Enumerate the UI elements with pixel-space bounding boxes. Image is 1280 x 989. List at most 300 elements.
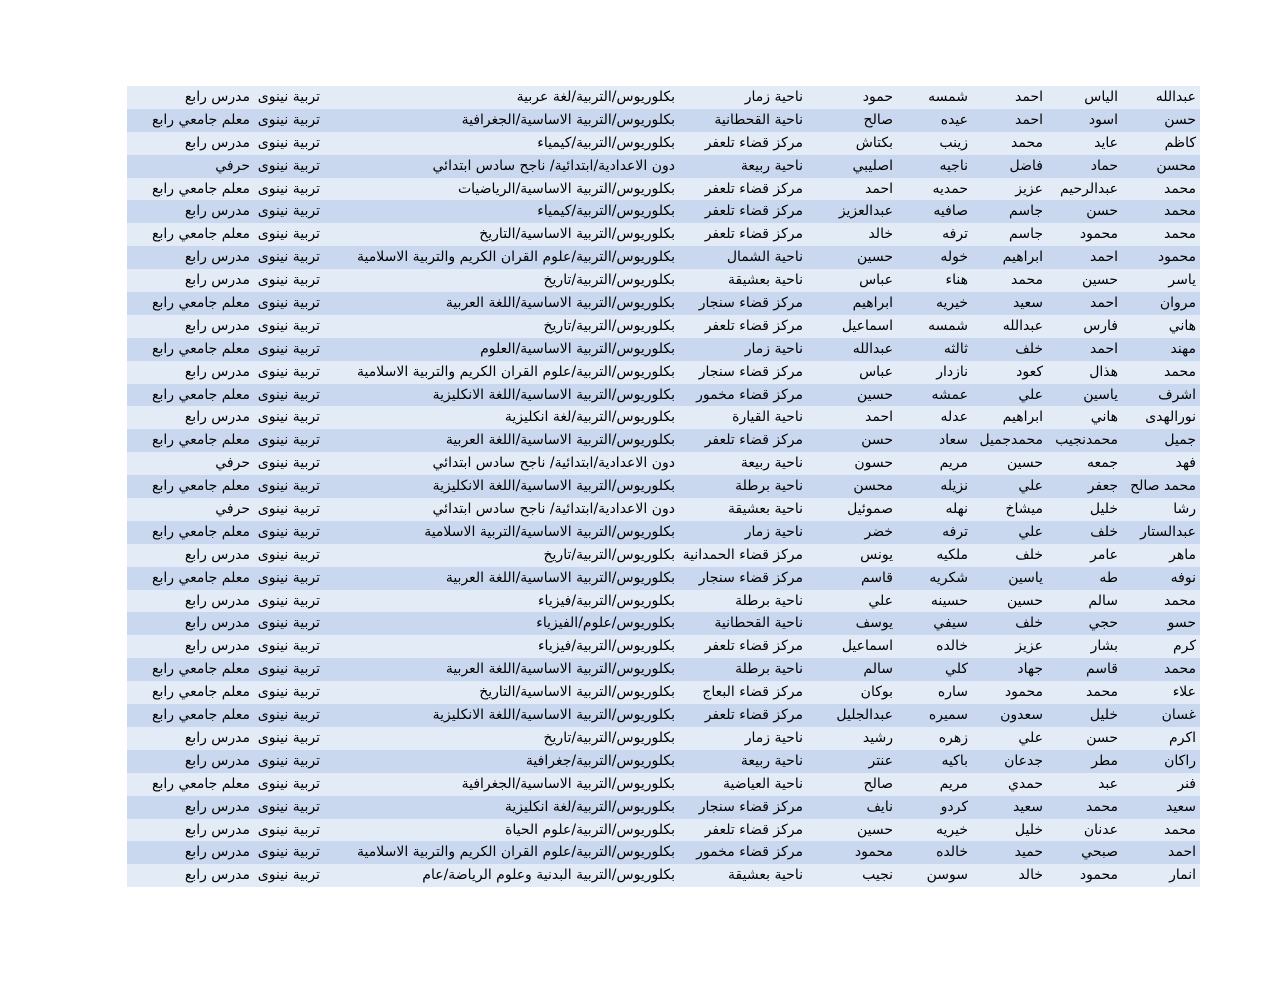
grandfather-name-cell: ياسين (1008, 569, 1043, 586)
mother-name-cell: خيريه (935, 821, 968, 838)
first-name-cell: عبدالستار (1140, 523, 1196, 540)
qualification-cell: بكلوريوس/التربية/لغة انكليزية (504, 798, 675, 815)
location-cell: ناحية برطلة (735, 478, 803, 495)
table-row (127, 612, 1200, 635)
first-name-cell: كرم (1172, 638, 1196, 655)
table-row (127, 452, 1200, 475)
location-cell: مركز قضاء سنجار (698, 798, 803, 815)
table-row (127, 292, 1200, 315)
qualification-cell: بكلوريوس/التربية/تاريخ (543, 272, 675, 289)
location-cell: ناحية زمار (744, 340, 803, 357)
job-title-cell: مدرس رابع (184, 134, 250, 151)
father-name-cell: عدنان (1083, 821, 1118, 838)
mother-name-cell: زينب (939, 134, 968, 151)
location-cell: ناحية ربيعة (740, 455, 803, 472)
surname-cell: خالد (868, 226, 893, 243)
table-row (127, 704, 1200, 727)
first-name-cell: انمار (1169, 867, 1196, 884)
first-name-cell: نوفه (1170, 569, 1196, 586)
grandfather-name-cell: علي (1018, 729, 1043, 746)
directorate-cell: تربية نينوى (257, 386, 320, 403)
father-name-cell: حماد (1090, 157, 1118, 174)
father-name-cell: احمد (1090, 295, 1118, 312)
mother-name-cell: عيده (940, 111, 968, 128)
qualification-cell: بكلوريوس/التربية الاساسية/اللغة الانكليزية (432, 478, 675, 495)
qualification-cell: بكلوريوس/التربية/علوم القران الكريم والتربية الاسلامية (357, 249, 675, 266)
first-name-cell: ماهر (1169, 546, 1196, 563)
directorate-cell: تربية نينوى (257, 272, 320, 289)
job-title-cell: مدرس رابع (184, 203, 250, 220)
first-name-cell: رشا (1173, 501, 1196, 518)
location-cell: ناحية الشمال (726, 249, 803, 266)
mother-name-cell: ساره (937, 684, 968, 701)
qualification-cell: بكلوريوس/التربية/فيزياء (537, 592, 675, 609)
table-row (127, 406, 1200, 429)
first-name-cell: محمد (1164, 363, 1196, 380)
mother-name-cell: ثالثه (943, 340, 968, 357)
directorate-cell: تربية نينوى (257, 157, 320, 174)
directorate-cell: تربية نينوى (257, 523, 320, 540)
directorate-cell: تربية نينوى (257, 203, 320, 220)
directorate-cell: تربية نينوى (257, 798, 320, 815)
qualification-cell: بكلوريوس/التربية/كيمياء (537, 203, 675, 220)
surname-cell: بوكان (860, 684, 893, 701)
mother-name-cell: سعاد (939, 432, 968, 449)
location-cell: مركز قضاء سنجار (698, 295, 803, 312)
table-row (127, 681, 1200, 704)
mother-name-cell: حمديه (932, 180, 968, 197)
qualification-cell: بكلوريوس/التربية/علوم الحياة (505, 821, 675, 838)
qualification-cell: بكلوريوس/التربية/تاريخ (543, 729, 675, 746)
grandfather-name-cell: جهاد (1017, 661, 1043, 678)
directorate-cell: تربية نينوى (257, 180, 320, 197)
directorate-cell: تربية نينوى (257, 569, 320, 586)
directorate-cell: تربية نينوى (257, 89, 320, 105)
directorate-cell: تربية نينوى (257, 592, 320, 609)
table-row (127, 796, 1200, 819)
job-title-cell: معلم جامعي رابع (152, 478, 250, 495)
mother-name-cell: عمشه (931, 386, 968, 403)
location-cell: ناحية القحطانية (714, 111, 803, 128)
surname-cell: حسين (856, 386, 893, 403)
job-title-cell: معلم جامعي رابع (152, 226, 250, 243)
grandfather-name-cell: عزيز (1015, 180, 1043, 197)
surname-cell: صالح (863, 111, 893, 128)
location-cell: مركز قضاء مخمور (696, 386, 803, 403)
qualification-cell: دون الاعدادية/ابتدائية/ ناجح سادس ابتدائي (432, 501, 675, 518)
qualification-cell: بكلوريوس/التربية البدنية وعلوم الرياضة/عام (422, 867, 675, 884)
directorate-cell: تربية نينوى (257, 249, 320, 266)
job-title-cell: مدرس رابع (184, 821, 250, 838)
directorate-cell: تربية نينوى (257, 134, 320, 151)
location-cell: مركز قضاء تلعفر (704, 203, 803, 220)
father-name-cell: هذال (1089, 363, 1118, 380)
location-cell: مركز قضاء تلعفر (704, 317, 803, 334)
grandfather-name-cell: سعدون (1000, 707, 1043, 724)
surname-cell: حسن (861, 432, 893, 449)
qualification-cell: بكلوريوس/التربية الاساسية/اللغة العربية (445, 432, 675, 449)
mother-name-cell: صافيه (933, 203, 968, 220)
job-title-cell: حرفي (215, 501, 250, 518)
first-name-cell: سعيد (1165, 798, 1196, 815)
table-row (127, 269, 1200, 292)
father-name-cell: حسن (1086, 203, 1118, 220)
first-name-cell: فنر (1177, 775, 1196, 792)
directorate-cell: تربية نينوى (257, 775, 320, 792)
surname-cell: بكتاش (855, 134, 893, 151)
location-cell: ناحية ربيعة (740, 752, 803, 769)
first-name-cell: محمد (1164, 180, 1196, 197)
grandfather-name-cell: علي (1018, 386, 1043, 403)
location-cell: مركز قضاء تلعفر (704, 180, 803, 197)
father-name-cell: محمدنجيب (1055, 432, 1118, 449)
father-name-cell: خلف (1090, 523, 1118, 540)
father-name-cell: سالم (1088, 592, 1118, 609)
location-cell: مركز قضاء تلعفر (704, 226, 803, 243)
qualification-cell: دون الاعدادية/ابتدائية/ ناجح سادس ابتدائي (432, 157, 675, 174)
table-row (127, 590, 1200, 613)
surname-cell: سالم (863, 661, 893, 678)
directorate-cell: تربية نينوى (257, 638, 320, 655)
location-cell: مركز قضاء سنجار (698, 569, 803, 586)
first-name-cell: اكرم (1169, 729, 1196, 746)
grandfather-name-cell: خلف (1015, 546, 1043, 563)
directorate-cell: تربية نينوى (257, 295, 320, 312)
first-name-cell: محمد (1164, 592, 1196, 609)
first-name-cell: عبدالله (1155, 89, 1196, 105)
mother-name-cell: ناجيه (939, 157, 968, 174)
mother-name-cell: كردو (940, 798, 968, 815)
table-row (127, 384, 1200, 407)
employee-table (127, 86, 1200, 887)
location-cell: ناحية ربيعة (740, 157, 803, 174)
father-name-cell: خليل (1089, 707, 1118, 724)
grandfather-name-cell: حسين (1006, 455, 1043, 472)
father-name-cell: محمد (1086, 684, 1118, 701)
first-name-cell: محمد (1164, 661, 1196, 678)
directorate-cell: تربية نينوى (257, 844, 320, 861)
table-row (127, 475, 1200, 498)
location-cell: مركز قضاء الحمدانية (682, 546, 803, 563)
table-row (127, 361, 1200, 384)
grandfather-name-cell: جاسم (1009, 226, 1043, 243)
table-row (127, 727, 1200, 750)
father-name-cell: طه (1099, 569, 1118, 586)
directorate-cell: تربية نينوى (257, 867, 320, 884)
father-name-cell: جعفر (1087, 478, 1118, 495)
grandfather-name-cell: محمد (1011, 272, 1043, 289)
surname-cell: عباس (859, 363, 893, 380)
location-cell: ناحية برطلة (735, 661, 803, 678)
mother-name-cell: باكيه (941, 752, 968, 769)
location-cell: ناحية بعشيقة (728, 272, 803, 289)
qualification-cell: بكلوريوس/التربية الاساسية/اللغة الانكليزية (432, 386, 675, 403)
qualification-cell: بكلوريوس/التربية الاساسية/العلوم (480, 340, 675, 357)
job-title-cell: مدرس رابع (184, 249, 250, 266)
location-cell: ناحية بعشيقة (728, 867, 803, 884)
table-row (127, 773, 1200, 796)
father-name-cell: الياس (1084, 89, 1118, 105)
surname-cell: حسين (856, 249, 893, 266)
mother-name-cell: سوسن (926, 867, 968, 884)
table-row (127, 750, 1200, 773)
father-name-cell: احمد (1090, 340, 1118, 357)
mother-name-cell: ترفه (942, 226, 968, 243)
table-row (127, 429, 1200, 452)
job-title-cell: مدرس رابع (184, 592, 250, 609)
qualification-cell: بكلوريوس/التربية الاساسية/اللغة العربية (445, 295, 675, 312)
father-name-cell: حسين (1081, 272, 1118, 289)
qualification-cell: بكلوريوس/التربية/جغرافية (525, 752, 675, 769)
father-name-cell: صبحي (1081, 844, 1118, 861)
table-row (127, 178, 1200, 201)
first-name-cell: جميل (1164, 432, 1196, 449)
grandfather-name-cell: حسين (1006, 592, 1043, 609)
table-row (127, 109, 1200, 132)
job-title-cell: معلم جامعي رابع (152, 180, 250, 197)
first-name-cell: كاظم (1164, 134, 1196, 151)
location-cell: ناحية القيارة (732, 409, 803, 426)
father-name-cell: حسن (1086, 729, 1118, 746)
father-name-cell: عبد (1098, 775, 1118, 792)
father-name-cell: بشار (1090, 638, 1118, 655)
directorate-cell: تربية نينوى (257, 432, 320, 449)
mother-name-cell: خالده (936, 638, 968, 655)
table-row (127, 86, 1200, 109)
qualification-cell: بكلوريوس/التربية الاساسية/الجغرافية (461, 111, 675, 128)
grandfather-name-cell: خليل (1014, 821, 1043, 838)
job-title-cell: معلم جامعي رابع (152, 432, 250, 449)
qualification-cell: بكلوريوس/التربية/تاريخ (543, 317, 675, 334)
mother-name-cell: شكريه (929, 569, 968, 586)
job-title-cell: مدرس رابع (184, 615, 250, 632)
grandfather-name-cell: حميد (1014, 844, 1043, 861)
directorate-cell: تربية نينوى (257, 455, 320, 472)
directorate-cell: تربية نينوى (257, 684, 320, 701)
directorate-cell: تربية نينوى (257, 752, 320, 769)
mother-name-cell: خيريه (935, 295, 968, 312)
table-row (127, 498, 1200, 521)
surname-cell: قاسم (860, 569, 893, 586)
mother-name-cell: شمسه (928, 89, 968, 105)
grandfather-name-cell: عزيز (1015, 638, 1043, 655)
first-name-cell: هاني (1168, 317, 1196, 334)
grandfather-name-cell: عبدالله (1002, 317, 1043, 334)
first-name-cell: محمد (1164, 226, 1196, 243)
mother-name-cell: حسينه (930, 592, 968, 609)
first-name-cell: غسان (1161, 707, 1196, 724)
first-name-cell: علاء (1172, 684, 1196, 701)
location-cell: مركز قضاء تلعفر (704, 707, 803, 724)
table-row (127, 635, 1200, 658)
job-title-cell: مدرس رابع (184, 89, 250, 105)
table-row (127, 132, 1200, 155)
surname-cell: اسماعيل (841, 317, 893, 334)
first-name-cell: مهند (1170, 340, 1196, 357)
grandfather-name-cell: فاضل (1009, 157, 1043, 174)
table-row (127, 315, 1200, 338)
qualification-cell: بكلوريوس/التربية/علوم القران الكريم والتربية الاسلامية (357, 844, 675, 861)
qualification-cell: بكلوريوس/التربية الاساسية/الرياضيات (457, 180, 675, 197)
directorate-cell: تربية نينوى (257, 478, 320, 495)
job-title-cell: مدرس رابع (184, 867, 250, 884)
father-name-cell: اسود (1088, 111, 1118, 128)
job-title-cell: معلم جامعي رابع (152, 684, 250, 701)
surname-cell: احمد (865, 409, 893, 426)
table-row (127, 841, 1200, 864)
table-row (127, 819, 1200, 842)
table-row (127, 658, 1200, 681)
surname-cell: عنتر (868, 752, 893, 769)
grandfather-name-cell: ابراهيم (1002, 409, 1043, 426)
table-row (127, 223, 1200, 246)
surname-cell: محمود (854, 844, 893, 861)
location-cell: مركز قضاء تلعفر (704, 638, 803, 655)
mother-name-cell: ملكيه (936, 546, 968, 563)
table-row (127, 567, 1200, 590)
grandfather-name-cell: احمد (1015, 89, 1043, 105)
surname-cell: خضر (864, 523, 893, 540)
father-name-cell: محمود (1079, 226, 1118, 243)
qualification-cell: بكلوريوس/التربية/لغة عربية (516, 89, 675, 105)
job-title-cell: مدرس رابع (184, 363, 250, 380)
table-row (127, 246, 1200, 269)
job-title-cell: معلم جامعي رابع (152, 295, 250, 312)
job-title-cell: معلم جامعي رابع (152, 661, 250, 678)
surname-cell: رشيد (862, 729, 893, 746)
grandfather-name-cell: خالد (1018, 867, 1043, 884)
first-name-cell: حسو (1167, 615, 1196, 632)
first-name-cell: محمد (1164, 821, 1196, 838)
mother-name-cell: خالده (936, 844, 968, 861)
job-title-cell: معلم جامعي رابع (152, 340, 250, 357)
mother-name-cell: هناء (945, 272, 968, 289)
first-name-cell: محمد (1164, 203, 1196, 220)
job-title-cell: مدرس رابع (184, 844, 250, 861)
first-name-cell: اشرف (1158, 386, 1196, 403)
mother-name-cell: سيفي (933, 615, 968, 632)
grandfather-name-cell: علي (1018, 523, 1043, 540)
table-row (127, 544, 1200, 567)
surname-cell: نايف (866, 798, 893, 815)
qualification-cell: بكلوريوس/التربية الاساسية/اللغة العربية (445, 569, 675, 586)
qualification-cell: بكلوريوس/التربية الاساسية/الجغرافية (461, 775, 675, 792)
surname-cell: حسون (854, 455, 893, 472)
location-cell: مركز قضاء تلعفر (704, 134, 803, 151)
directorate-cell: تربية نينوى (257, 363, 320, 380)
first-name-cell: محمود (1157, 249, 1196, 266)
job-title-cell: مدرس رابع (184, 317, 250, 334)
first-name-cell: احمد (1168, 844, 1196, 861)
directorate-cell: تربية نينوى (257, 821, 320, 838)
location-cell: ناحية برطلة (735, 592, 803, 609)
grandfather-name-cell: جدعان (1004, 752, 1043, 769)
location-cell: ناحية زمار (744, 89, 803, 105)
surname-cell: عباس (859, 272, 893, 289)
father-name-cell: عبدالرحيم (1059, 180, 1118, 197)
job-title-cell: معلم جامعي رابع (152, 111, 250, 128)
job-title-cell: مدرس رابع (184, 729, 250, 746)
mother-name-cell: مريم (939, 775, 968, 792)
surname-cell: محسن (853, 478, 893, 495)
surname-cell: صالح (863, 775, 893, 792)
table-row (127, 521, 1200, 544)
qualification-cell: بكلوريوس/التربية الاساسية/التربية الاسلامية (424, 523, 675, 540)
location-cell: مركز قضاء مخمور (696, 844, 803, 861)
grandfather-name-cell: محمود (1004, 684, 1043, 701)
directorate-cell: تربية نينوى (257, 111, 320, 128)
qualification-cell: بكلوريوس/التربية/تاريخ (543, 546, 675, 563)
mother-name-cell: مريم (939, 455, 968, 472)
location-cell: ناحية زمار (744, 523, 803, 540)
grandfather-name-cell: محمدجميل (979, 432, 1043, 449)
job-title-cell: معلم جامعي رابع (152, 775, 250, 792)
location-cell: مركز قضاء تلعفر (704, 432, 803, 449)
qualification-cell: بكلوريوس/التربية/لغة انكليزية (504, 409, 675, 426)
mother-name-cell: زهره (938, 729, 968, 746)
surname-cell: اسماعيل (841, 638, 893, 655)
location-cell: ناحية زمار (744, 729, 803, 746)
father-name-cell: محمد (1086, 798, 1118, 815)
qualification-cell: بكلوريوس/التربية الاساسية/اللغة العربية (445, 661, 675, 678)
grandfather-name-cell: محمد (1011, 134, 1043, 151)
grandfather-name-cell: خلف (1015, 340, 1043, 357)
first-name-cell: ياسر (1168, 272, 1196, 289)
qualification-cell: دون الاعدادية/ابتدائية/ ناجح سادس ابتدائي (432, 455, 675, 472)
mother-name-cell: نزيله (940, 478, 968, 495)
father-name-cell: حجي (1088, 615, 1118, 632)
job-title-cell: مدرس رابع (184, 752, 250, 769)
job-title-cell: معلم جامعي رابع (152, 569, 250, 586)
father-name-cell: فارس (1083, 317, 1118, 334)
qualification-cell: بكلوريوس/التربية/علوم القران الكريم والتربية الاسلامية (357, 363, 675, 380)
qualification-cell: بكلوريوس/التربية الاساسية/اللغة الانكليزية (432, 707, 675, 724)
father-name-cell: ياسين (1083, 386, 1118, 403)
table-row (127, 200, 1200, 223)
father-name-cell: محمود (1079, 867, 1118, 884)
job-title-cell: معلم جامعي رابع (152, 386, 250, 403)
father-name-cell: قاسم (1085, 661, 1118, 678)
table-row (127, 155, 1200, 178)
father-name-cell: هاني (1090, 409, 1118, 426)
directorate-cell: تربية نينوى (257, 661, 320, 678)
first-name-cell: راكان (1164, 752, 1196, 769)
first-name-cell: حسن (1164, 111, 1196, 128)
job-title-cell: مدرس رابع (184, 272, 250, 289)
surname-cell: اصليبي (852, 157, 893, 174)
surname-cell: نجيب (862, 867, 893, 884)
qualification-cell: بكلوريوس/التربية/كيمياء (537, 134, 675, 151)
mother-name-cell: خوله (940, 249, 968, 266)
job-title-cell: معلم جامعي رابع (152, 523, 250, 540)
father-name-cell: مطر (1091, 752, 1118, 769)
first-name-cell: مروان (1159, 295, 1196, 312)
grandfather-name-cell: علي (1018, 478, 1043, 495)
grandfather-name-cell: جاسم (1009, 203, 1043, 220)
first-name-cell: نورالهدى (1145, 409, 1196, 426)
grandfather-name-cell: حمدي (1007, 775, 1043, 792)
mother-name-cell: نازدار (936, 363, 968, 380)
qualification-cell: بكلوريوس/التربية/فيزياء (537, 638, 675, 655)
first-name-cell: فهد (1175, 455, 1196, 472)
surname-cell: حمود (862, 89, 893, 105)
first-name-cell: محسن (1156, 157, 1196, 174)
first-name-cell: محمد صالح (1130, 478, 1196, 495)
grandfather-name-cell: احمد (1015, 111, 1043, 128)
location-cell: مركز قضاء تلعفر (704, 821, 803, 838)
surname-cell: احمد (865, 180, 893, 197)
surname-cell: حسين (856, 821, 893, 838)
